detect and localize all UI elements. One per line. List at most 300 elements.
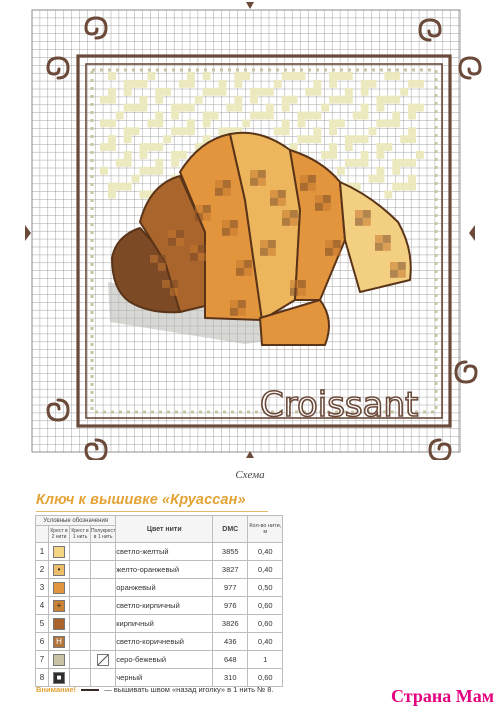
bg-stitch [132, 127, 140, 135]
site-watermark: Страна Мам [391, 686, 494, 706]
bg-stitch [203, 119, 211, 127]
chart-caption: Схема [235, 469, 265, 481]
bg-stitch [321, 104, 329, 112]
bg-stitch [108, 88, 116, 96]
bg-stitch [400, 183, 408, 191]
bg-stitch [195, 96, 203, 104]
bg-stitch [203, 112, 211, 120]
croissant-stitch [375, 235, 383, 243]
croissant-stitch [383, 235, 391, 243]
croissant-stitch [278, 190, 286, 198]
bg-stitch [124, 135, 132, 143]
bg-stitch [140, 80, 148, 88]
croissant-stitch [270, 198, 278, 206]
bg-stitch [337, 167, 345, 175]
bg-stitch [384, 191, 392, 199]
croissant-stitch [290, 218, 298, 226]
croissant-stitch [333, 248, 341, 256]
cross-1-swatch-cell [70, 579, 91, 597]
bg-stitch [305, 135, 313, 143]
bg-stitch [258, 88, 266, 96]
bg-stitch [313, 135, 321, 143]
bg-stitch [384, 96, 392, 104]
bg-stitch [116, 159, 124, 167]
bg-stitch [298, 119, 306, 127]
note-text: — вышивать швом «назад иголку» в 1 нить № 8. [104, 685, 274, 694]
bg-stitch [234, 104, 242, 112]
corner-spiral-br-b [430, 440, 450, 460]
bg-stitch [392, 72, 400, 80]
bg-stitch [100, 143, 108, 151]
thread-swatch [53, 618, 65, 630]
corner-spiral-tr-b [460, 58, 480, 78]
croissant-stitch [325, 240, 333, 248]
bg-stitch [266, 104, 274, 112]
bg-stitch [329, 127, 337, 135]
croissant-stitch [325, 248, 333, 256]
bg-stitch [124, 159, 132, 167]
bg-stitch [108, 143, 116, 151]
bg-stitch [313, 127, 321, 135]
croissant-stitch [300, 183, 308, 191]
half-cross-swatch-cell [91, 543, 116, 561]
bg-stitch [187, 127, 195, 135]
bg-stitch [132, 175, 140, 183]
croissant-stitch [236, 260, 244, 268]
backstitch-note [36, 685, 274, 694]
bg-stitch [147, 119, 155, 127]
bg-stitch [179, 104, 187, 112]
croissant-stitch [298, 280, 306, 288]
croissant-stitch [282, 218, 290, 226]
bg-stitch [329, 72, 337, 80]
thread-color-name: кирпичный [116, 615, 213, 633]
key-title: Ключ к вышивке «Круассан» [36, 492, 246, 508]
thread-dmc-code: 310 [213, 669, 248, 687]
bg-stitch [140, 167, 148, 175]
bg-stitch [171, 112, 179, 120]
bg-stitch [290, 96, 298, 104]
cross-1-swatch-cell [70, 597, 91, 615]
croissant-stitch [168, 238, 176, 246]
bg-stitch [353, 159, 361, 167]
key-row [36, 579, 283, 597]
corner-spiral-tl-a [48, 58, 68, 78]
bg-stitch [392, 96, 400, 104]
bg-stitch [369, 127, 377, 135]
key-row [36, 561, 283, 579]
key-row [36, 633, 283, 651]
key-row [36, 615, 283, 633]
bg-stitch [147, 143, 155, 151]
thread-length: 0,60 [248, 669, 283, 687]
bg-stitch [384, 143, 392, 151]
key-row-number: 5 [36, 615, 49, 633]
bg-stitch [313, 80, 321, 88]
cross-1-swatch-cell [70, 543, 91, 561]
bg-stitch [147, 167, 155, 175]
croissant-stitch [300, 175, 308, 183]
croissant-stitch [323, 195, 331, 203]
thread-color-name: светло-кирпичный [116, 597, 213, 615]
croissant-stitch [236, 268, 244, 276]
bg-stitch [155, 167, 163, 175]
croissant-stitch [244, 260, 252, 268]
bg-stitch [179, 127, 187, 135]
bg-stitch [234, 96, 242, 104]
croissant-stitch [290, 288, 298, 296]
bg-stitch [345, 72, 353, 80]
croissant-stitch [195, 205, 203, 213]
bg-stitch [250, 112, 258, 120]
corner-spiral-br-a [456, 362, 476, 382]
bg-stitch [234, 80, 242, 88]
bg-stitch [408, 175, 416, 183]
croissant-stitch [270, 190, 278, 198]
croissant-stitch [230, 308, 238, 316]
bg-stitch [329, 96, 337, 104]
croissant-stitch [282, 210, 290, 218]
croissant-stitch [258, 170, 266, 178]
key-row [36, 597, 283, 615]
thread-swatch [53, 546, 65, 558]
croissant-stitch [375, 243, 383, 251]
croissant-stitch [315, 195, 323, 203]
croissant-stitch [298, 288, 306, 296]
half-cross-swatch-cell [91, 615, 116, 633]
bg-stitch [108, 96, 116, 104]
thread-color-name: светло-желтый [116, 543, 213, 561]
bg-stitch [171, 104, 179, 112]
thread-swatch: + [53, 600, 65, 612]
bg-stitch [290, 72, 298, 80]
thread-key-table [35, 515, 283, 687]
top-marker [246, 2, 254, 9]
bg-stitch [377, 104, 385, 112]
cross-1-swatch-cell [70, 669, 91, 687]
croissant-stitch [230, 300, 238, 308]
croissant-stitch [260, 240, 268, 248]
bg-stitch [140, 191, 148, 199]
thread-color-name: светло-коричневый [116, 633, 213, 651]
cross-1-swatch-cell [70, 561, 91, 579]
bg-stitch [392, 112, 400, 120]
bg-stitch [155, 96, 163, 104]
bg-stitch [140, 104, 148, 112]
key-row [36, 543, 283, 561]
croissant-stitch [150, 255, 158, 263]
croissant-stitch [363, 210, 371, 218]
bg-stitch [408, 159, 416, 167]
croissant-stitch [260, 248, 268, 256]
key-row [36, 669, 283, 687]
croissant-stitch [223, 180, 231, 188]
croissant-stitch [203, 213, 211, 221]
croissant-stitch [268, 248, 276, 256]
bg-stitch [124, 151, 132, 159]
cross-1-header: Крест в 1 нить [70, 526, 91, 543]
bg-stitch [132, 80, 140, 88]
croissant-stitch [162, 280, 170, 288]
bg-stitch [329, 143, 337, 151]
left-marker [25, 225, 31, 241]
croissant-segment [290, 150, 345, 300]
bg-stitch [329, 80, 337, 88]
bg-stitch [211, 112, 219, 120]
corner-spiral-bl-a [48, 400, 68, 420]
bg-stitch [282, 72, 290, 80]
bg-stitch [392, 159, 400, 167]
thread-dmc-code: 977 [213, 579, 248, 597]
bg-stitch [361, 151, 369, 159]
right-marker [469, 225, 475, 241]
croissant-stitch [190, 245, 198, 253]
bg-stitch [282, 119, 290, 127]
bg-stitch [140, 143, 148, 151]
bg-stitch [219, 127, 227, 135]
half-cross-swatch [97, 654, 109, 666]
thread-length: 0,60 [248, 597, 283, 615]
bg-stitch [305, 112, 313, 120]
key-row-number: 3 [36, 579, 49, 597]
bg-stitch [250, 96, 258, 104]
bg-stitch [282, 96, 290, 104]
bg-stitch [408, 112, 416, 120]
bg-stitch [361, 88, 369, 96]
thread-dmc-code: 3827 [213, 561, 248, 579]
bg-stitch [226, 104, 234, 112]
croissant-stitch [398, 270, 406, 278]
croissant-stitch [230, 220, 238, 228]
color-header: Цвет нити [116, 516, 213, 543]
bg-stitch [337, 96, 345, 104]
croissant-stitch [355, 210, 363, 218]
bg-stitch [384, 72, 392, 80]
half-cross-swatch-cell [91, 669, 116, 687]
bg-stitch [219, 80, 227, 88]
bg-stitch [124, 127, 132, 135]
cross-2-swatch-cell [49, 669, 70, 687]
croissant-stitch [383, 243, 391, 251]
croissant-stitch [158, 263, 166, 271]
croissant-stitch [170, 280, 178, 288]
bg-stitch [400, 88, 408, 96]
thread-color-name: черный [116, 669, 213, 687]
bg-stitch [116, 112, 124, 120]
cross-2-swatch-cell [49, 597, 70, 615]
bg-stitch [298, 135, 306, 143]
bg-stitch [400, 159, 408, 167]
croissant-stitch [230, 228, 238, 236]
cross-2-swatch-cell [49, 561, 70, 579]
croissant-stitch [238, 300, 246, 308]
backstitch-line-sample [81, 689, 99, 691]
bg-stitch [377, 119, 385, 127]
croissant-stitch [222, 228, 230, 236]
bg-stitch [361, 112, 369, 120]
thread-length: 0,60 [248, 615, 283, 633]
bg-stitch [163, 88, 171, 96]
thread-length: 0,40 [248, 543, 283, 561]
bg-stitch [234, 72, 242, 80]
bg-stitch [219, 88, 227, 96]
croissant-stitch [168, 230, 176, 238]
bg-stitch [108, 72, 116, 80]
bg-stitch [361, 135, 369, 143]
thread-length: 0,40 [248, 561, 283, 579]
bg-stitch [361, 104, 369, 112]
thread-swatch: • [53, 564, 65, 576]
bg-stitch [274, 127, 282, 135]
key-row-number: 2 [36, 561, 49, 579]
thread-length: 0,40 [248, 633, 283, 651]
half-cross-swatch-cell [91, 579, 116, 597]
key-row-number: 4 [36, 597, 49, 615]
cross-2-swatch-cell [49, 543, 70, 561]
bg-stitch [400, 135, 408, 143]
bg-stitch [211, 88, 219, 96]
croissant-lettering: Croissant [260, 385, 419, 425]
croissant-stitch [333, 240, 341, 248]
bg-stitch [313, 88, 321, 96]
bg-stitch [171, 151, 179, 159]
bg-stitch [108, 191, 116, 199]
croissant-stitch [158, 255, 166, 263]
bg-stitch [361, 80, 369, 88]
bg-stitch [337, 119, 345, 127]
croissant-stitch [290, 280, 298, 288]
bg-stitch [377, 175, 385, 183]
half-cross-swatch-cell [91, 561, 116, 579]
bg-stitch [108, 119, 116, 127]
bg-stitch [179, 80, 187, 88]
croissant-stitch [176, 230, 184, 238]
thread-swatch: H [53, 636, 65, 648]
croissant-stitch [308, 183, 316, 191]
thread-dmc-code: 436 [213, 633, 248, 651]
bg-stitch [100, 119, 108, 127]
croissant-stitch [203, 205, 211, 213]
bg-stitch [416, 151, 424, 159]
bg-stitch [108, 135, 116, 143]
bg-stitch [377, 151, 385, 159]
thread-dmc-code: 976 [213, 597, 248, 615]
croissant-stitch [290, 210, 298, 218]
cross-1-swatch-cell [70, 615, 91, 633]
bg-stitch [377, 167, 385, 175]
bg-stitch [171, 127, 179, 135]
bg-stitch [187, 72, 195, 80]
bg-stitch [242, 72, 250, 80]
bg-stitch [329, 151, 337, 159]
bg-stitch [369, 175, 377, 183]
cross-2-swatch-cell [49, 615, 70, 633]
cross-1-swatch-cell [70, 651, 91, 669]
bg-stitch [124, 88, 132, 96]
thread-length: 1 [248, 651, 283, 669]
thread-dmc-code: 3855 [213, 543, 248, 561]
bg-stitch [416, 80, 424, 88]
key-row-number: 8 [36, 669, 49, 687]
bg-stitch [345, 143, 353, 151]
bg-stitch [377, 96, 385, 104]
bg-stitch [345, 159, 353, 167]
croissant-stitch [250, 178, 258, 186]
bg-stitch [369, 80, 377, 88]
thread-swatch: ■ [53, 672, 65, 684]
note-warning: Внимание! [36, 685, 76, 694]
bg-stitch [408, 127, 416, 135]
bg-stitch [100, 167, 108, 175]
bg-stitch [163, 135, 171, 143]
bg-stitch [187, 80, 195, 88]
bg-stitch [392, 167, 400, 175]
bg-stitch [408, 80, 416, 88]
bg-stitch [140, 96, 148, 104]
croissant-stitch [355, 218, 363, 226]
thread-color-name: серо-бежевый [116, 651, 213, 669]
croissant-stitch [398, 262, 406, 270]
half-cross-swatch-cell [91, 597, 116, 615]
bg-stitch [353, 135, 361, 143]
bg-stitch [258, 112, 266, 120]
croissant-stitch [195, 213, 203, 221]
bg-stitch [242, 119, 250, 127]
bg-stitch [384, 119, 392, 127]
thread-length: 0,50 [248, 579, 283, 597]
bg-stitch [345, 88, 353, 96]
bg-stitch [282, 104, 290, 112]
bg-stitch [353, 112, 361, 120]
croissant-stitch [222, 220, 230, 228]
bg-stitch [408, 104, 416, 112]
bg-stitch [124, 80, 132, 88]
cross-2-header: Крест в 2 нити [49, 526, 70, 543]
croissant-stitch [162, 288, 170, 296]
bg-stitch [408, 183, 416, 191]
bg-stitch [203, 88, 211, 96]
bg-stitch [140, 151, 148, 159]
croissant-stitch [308, 175, 316, 183]
croissant-stitch [198, 245, 206, 253]
thread-color-name: оранжевый [116, 579, 213, 597]
croissant-stitch [258, 178, 266, 186]
length-header: Кол-во нити, м [248, 516, 283, 543]
bg-stitch [313, 112, 321, 120]
thread-swatch [53, 582, 65, 594]
bg-stitch [116, 183, 124, 191]
croissant-stitch [215, 180, 223, 188]
bg-stitch [345, 135, 353, 143]
croissant-stitch [198, 253, 206, 261]
cross-2-swatch-cell [49, 579, 70, 597]
croissant-stitch [244, 268, 252, 276]
key-row-number: 1 [36, 543, 49, 561]
croissant-stitch [250, 170, 258, 178]
croissant-stitch [363, 218, 371, 226]
half-cross-swatch-cell [91, 633, 116, 651]
half-cross-header: Полукрест в 1 нить [91, 526, 116, 543]
bg-stitch [187, 119, 195, 127]
key-title-rule [36, 511, 268, 512]
thread-swatch [53, 654, 65, 666]
bg-stitch [108, 183, 116, 191]
key-row-number: 6 [36, 633, 49, 651]
bg-stitch [124, 183, 132, 191]
croissant-stitch [268, 240, 276, 248]
symbols-header: Условные обозначения [36, 516, 116, 526]
bg-stitch [408, 135, 416, 143]
